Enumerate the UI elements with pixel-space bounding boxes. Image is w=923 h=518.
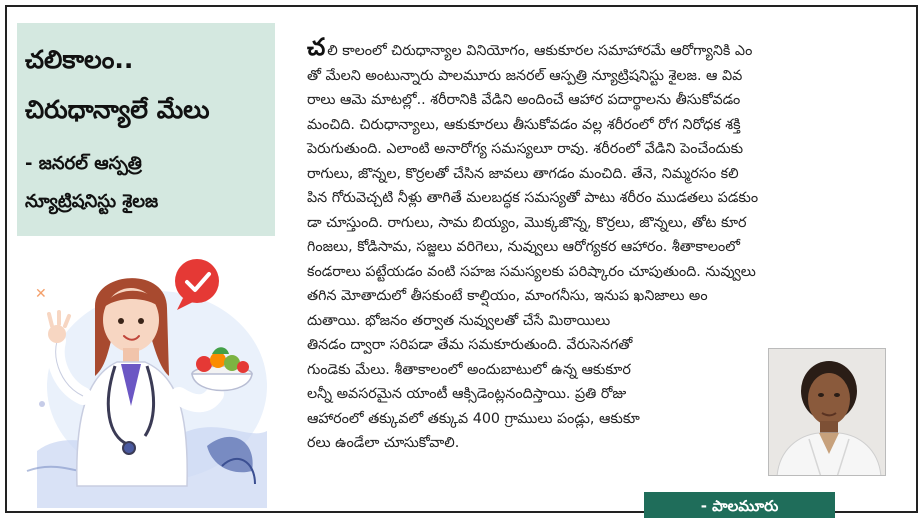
article-line: గింజలు, కోడిసామ, సజ్జలు వరిగెలు, నువ్వులు ఆరోగ్యకర ఆహారం. శీతాకాలంలో [307, 239, 740, 255]
article-line: రాలు ఆమె మాటల్లో.. శరీరానికి వేడిని అందించే ఆహార పదార్థాలను తీసుకోవడం [307, 92, 741, 108]
article-line: పిన గోరువెచ్చటి నీళ్లు తాగితే మలబద్ధక సమస్యతో పాటు శరీరం ముడతలు పడకుం [307, 190, 759, 206]
headline-line-1: చలికాలం.. [25, 45, 134, 74]
svg-text:✕: ✕ [35, 286, 47, 302]
article-frame [5, 5, 918, 513]
drop-cap: చ [307, 33, 326, 61]
check-badge-icon [175, 259, 219, 310]
headline [25, 35, 270, 135]
article-line: కండరాలు పట్టేయడం వంటి సహజ సమస్యలకు పరిష్కారం చూపుతుంది. నువ్వులు [307, 263, 756, 280]
location-tag: - పాలమూరు [644, 492, 835, 518]
byline-line-2: న్యూట్రిషనిస్టు శైలజ [25, 191, 159, 212]
article-line: తినడం ద్వారా సరిపడా తేమ సమకూరుతుంది. వేరుసెనగతో [307, 337, 633, 353]
article-line [307, 35, 897, 64]
byline-line-1: - జనరల్ ఆస్పత్రి [25, 153, 142, 174]
headline-line-2: చిరుధాన్యాలే మేలు [25, 95, 210, 124]
headline-panel [17, 23, 275, 508]
article-line: రలు ఉండేలా చూసుకోవాలి. [307, 435, 460, 451]
article-line: దుతాయి. భోజనం తర్వాత నువ్వులతో చేసే మిఠాయిలు [307, 312, 611, 329]
article-line: గుండెకు మేలు. శీతాకాలంలో అందుబాటులో ఉన్న ఆకుకూర [307, 361, 631, 378]
nutritionist-illustration [17, 236, 275, 508]
article-line: రాగులు, జొన్నల, కొర్రలతో చేసిన జావలు తాగడం మంచిది. తేనె, నిమ్మరసం కలి [307, 165, 739, 182]
byline [25, 145, 270, 221]
doctor-illustration [17, 236, 275, 508]
article-line: పెరుగుతుంది. ఎలాంటి అనారోగ్య సమస్యలూ రావు. శరీరంలో వేడిని పెంచేందుకు [307, 141, 744, 157]
nutritionist-photo [768, 348, 886, 476]
article-line: తగిన మోతాదులో తీసకుంటే కాల్షియం, మాంగనీసు, ఇనుప ఖనిజాలు అం [307, 288, 708, 304]
article-line: డా చూస్తుంది. రాగులు, సామ బియ్యం, మొక్కజొన్న, కొర్రలు, జొన్నలు, తోట కూర [307, 214, 747, 231]
article-line: లన్నీ అవసరమైన యాంటీ ఆక్సిడెంట్లనందిస్తాయి. ప్రతి రోజు [307, 386, 627, 402]
article-line: మంచిది. చిరుధాన్యాలు, ఆకుకూరలు తీసుకోవడం వల్ల శరీరంలో రోగ నిరోధక శక్తి [307, 116, 741, 133]
portrait-image [769, 349, 886, 476]
article-line: ఆహారంలో తక్కువలో తక్కువ 400 గ్రాములు పండ్లు, ఆకుకూ [307, 410, 640, 427]
article-line-text: లి కాలంలో చిరుధాన్యాల వినియోగం, ఆకుకూరల సమాహారమే ఆరోగ్యానికి ఎం [327, 43, 753, 59]
article-line: తో మేలని అంటున్నారు పాలమూరు జనరల్ ఆస్పత్రి న్యూట్రిషనిస్టు శైలజ. ఆ వివ [307, 67, 743, 84]
